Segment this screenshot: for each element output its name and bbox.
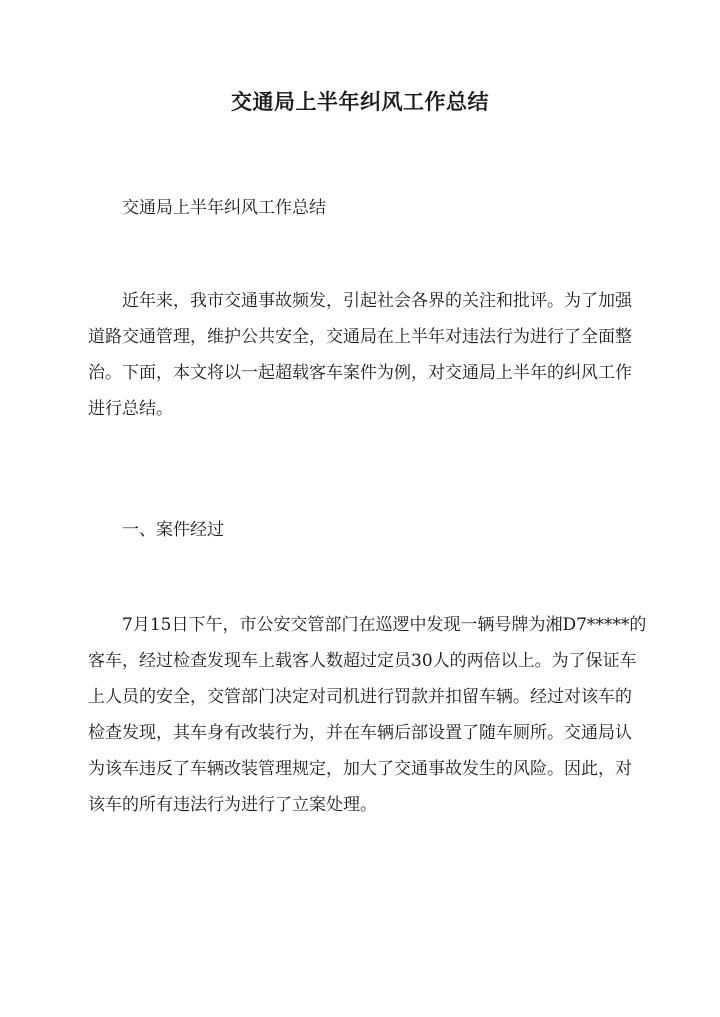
section-heading: [88, 512, 633, 548]
paragraph-line: 上人员的安全，交管部门决定对司机进行罚款并扣留车辆。经过对该车的: [88, 687, 632, 707]
document-title: 交通局上半年纠风工作总结: [231, 89, 489, 114]
document-subtitle: [88, 190, 633, 226]
subtitle-line: 交通局上半年纠风工作总结: [122, 198, 326, 218]
paragraph-line: 进行总结。: [88, 399, 173, 419]
paragraph-line: 近年来，我市交通事故频发，引起社会各界的关注和批评。为了加强: [122, 291, 632, 311]
paragraph-line: 客车，经过检查发现车上载客人数超过定员30人的两倍以上。为了保证车: [88, 651, 637, 671]
section-heading-text: 一、案件经过: [122, 520, 224, 540]
paragraph-line: 7月15日下午，市公安交管部门在巡逻中发现一辆号牌为湘D7*****的: [122, 615, 647, 635]
paragraph-line: 治。下面，本文将以一起超载客车案件为例，对交通局上半年的纠风工作: [88, 363, 632, 383]
paragraph-line: 道路交通管理，维护公共安全，交通局在上半年对违法行为进行了全面整: [88, 327, 632, 347]
intro-paragraph: [88, 283, 633, 427]
case-paragraph: [88, 607, 647, 823]
paragraph-line: 为该车违反了车辆改装管理规定，加大了交通事故发生的风险。因此，对: [88, 759, 632, 779]
paragraph-line: 该车的所有违法行为进行了立案处理。: [88, 795, 377, 815]
paragraph-line: 检查发现，其车身有改装行为，并在车辆后部设置了随车厕所。交通局认: [88, 723, 632, 743]
